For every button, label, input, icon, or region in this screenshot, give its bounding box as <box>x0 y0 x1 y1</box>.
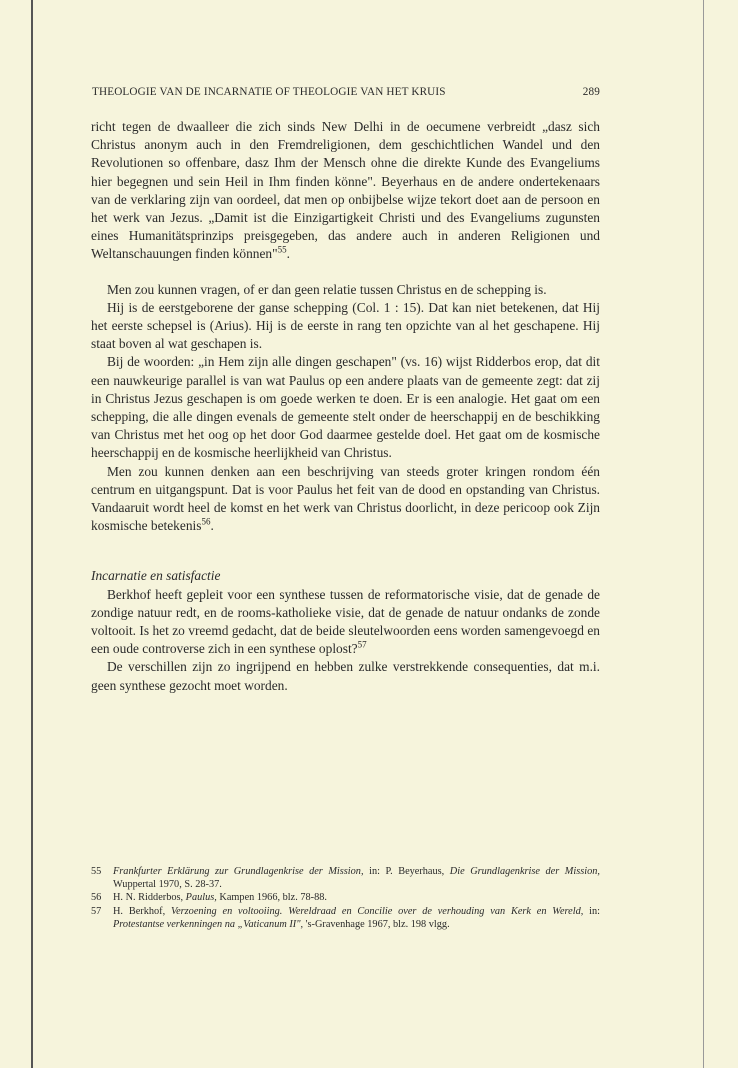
footnote-ref-56: 56 <box>201 516 211 527</box>
paragraph-4: Bij de woorden: „in Hem zijn alle dingen geschapen" (vs. 16) wijst Ridderbos erop, dat dit een nauwkeurige parallel is van wat Paulus op een andere plaats van de gemeente zegt: dat zij in Christus Jezus geschapen is om goede werken te doen. Er is een analogie. Het gaat om een schepping, die alle dingen evenals de gemeente stelt onder de heerschappij en de beschikking van Christus met het oog op het door God daarmee gestelde doel. Het gaat om de kosmische heerschappij en de kosmische heerlijkheid van Christus. <box>91 354 600 461</box>
footnote-56 <box>91 891 600 904</box>
footnote-55 <box>91 865 600 891</box>
section-heading: Incarnatie en satisfactie <box>91 568 221 584</box>
footnote-ref-55: 55 <box>277 244 287 255</box>
paragraph-2: Men zou kunnen vragen, of er dan geen relatie tussen Christus en de schepping is. <box>107 281 547 297</box>
page-number: 289 <box>582 86 600 98</box>
footnotes <box>91 865 600 931</box>
paragraph-1-text: richt tegen de dwaalleer die zich sinds New Delhi in de oecumene verbreidt „dasz sich Christus anonym auch in den Fremdreligionen, dem geschichtlichen Wandel und den Revolutionen so offenbare, dasz Ihm der Mensch ohne die direkte Kunde des Evangeliums hier begegnen und sein Heil in Ihm finden könne". Beyerhaus en de andere ondertekenaars van de verklaring zijn van oordeel, dat men op onbijbelse wijze tekort doet aan de persoon en het werk van Jezus. „Damit ist die Einzigartigkeit Christi und des Evangeliums zugunsten eines Humanitätsprinzips preisgegeben, das andere auch in anderen Religionen und Weltanschauungen finden können" <box>91 119 600 262</box>
footnote-number: 55 <box>91 866 102 877</box>
paragraph-5-end: . <box>210 518 214 534</box>
footnote-57 <box>91 905 600 931</box>
paragraph-6 <box>91 586 600 659</box>
footnote-number: 56 <box>91 892 102 904</box>
page-edge-right <box>703 0 704 1068</box>
running-title: THEOLOGIE VAN DE INCARNATIE OF THEOLOGIE VAN HET KRUIS <box>92 86 446 98</box>
body-text <box>91 118 600 695</box>
footnote-text: H. Berkhof, Verzoening en voltooiing. Wereldraad en Concilie over de verhouding van Kerk en Wereld, in: Protestantse verkenningen na „Vaticanum II", 's-Gravenhage 1967, blz. 198 vlgg. <box>113 905 600 930</box>
running-header <box>92 86 600 98</box>
footnote-number: 57 <box>91 905 102 917</box>
paragraph-7: De verschillen zijn zo ingrijpend en hebben zulke verstrekkende consequenties, dat m.i. geen synthese gezocht moet worden. <box>91 659 600 693</box>
footnote-ref-57: 57 <box>357 639 367 650</box>
paragraph-5 <box>91 463 600 536</box>
paragraph-1-end: . <box>286 246 290 262</box>
paragraph-3: Hij is de eerstgeborene der ganse schepping (Col. 1 : 15). Dat kan niet betekenen, dat Hij het eerste schepsel is (Arius). Hij is de eerste in rang ten opzichte van al het geschapene. Hij staat boven al wat geschapen is. <box>91 299 600 352</box>
page-edge-left <box>31 0 33 1068</box>
footnote-text: Frankfurter Erklärung zur Grundlagenkrise der Mission, in: P. Beyerhaus, Die Grundlagenkrise der Mission, Wuppertal 1970, S. 28-37. <box>113 866 600 891</box>
paragraph-6-text: Berkhof heeft gepleit voor een synthese tussen de reformatorische visie, dat de genade de zondige natuur redt, en de rooms-katholieke visie, dat de genade de natuur ondanks de zonde voltooit. Is het zo vreemd gedacht, dat de beide sleutelwoorden eens worden samengevoegd en een oude controverse zich in een synthese oplost? <box>91 586 600 657</box>
paragraph-5-text: Men zou kunnen denken aan een beschrijving van steeds groter kringen rondom één centrum en uitgangspunt. Dat is voor Paulus het feit van de dood en opstanding van Christus. Vandaaruit wordt heel de komst en het werk van Christus doorlicht, in deze pericoop ook Zijn kosmische betekenis <box>91 463 600 534</box>
paragraph-1 <box>91 118 600 264</box>
footnote-text: H. N. Ridderbos, Paulus, Kampen 1966, blz. 78-88. <box>113 892 327 904</box>
